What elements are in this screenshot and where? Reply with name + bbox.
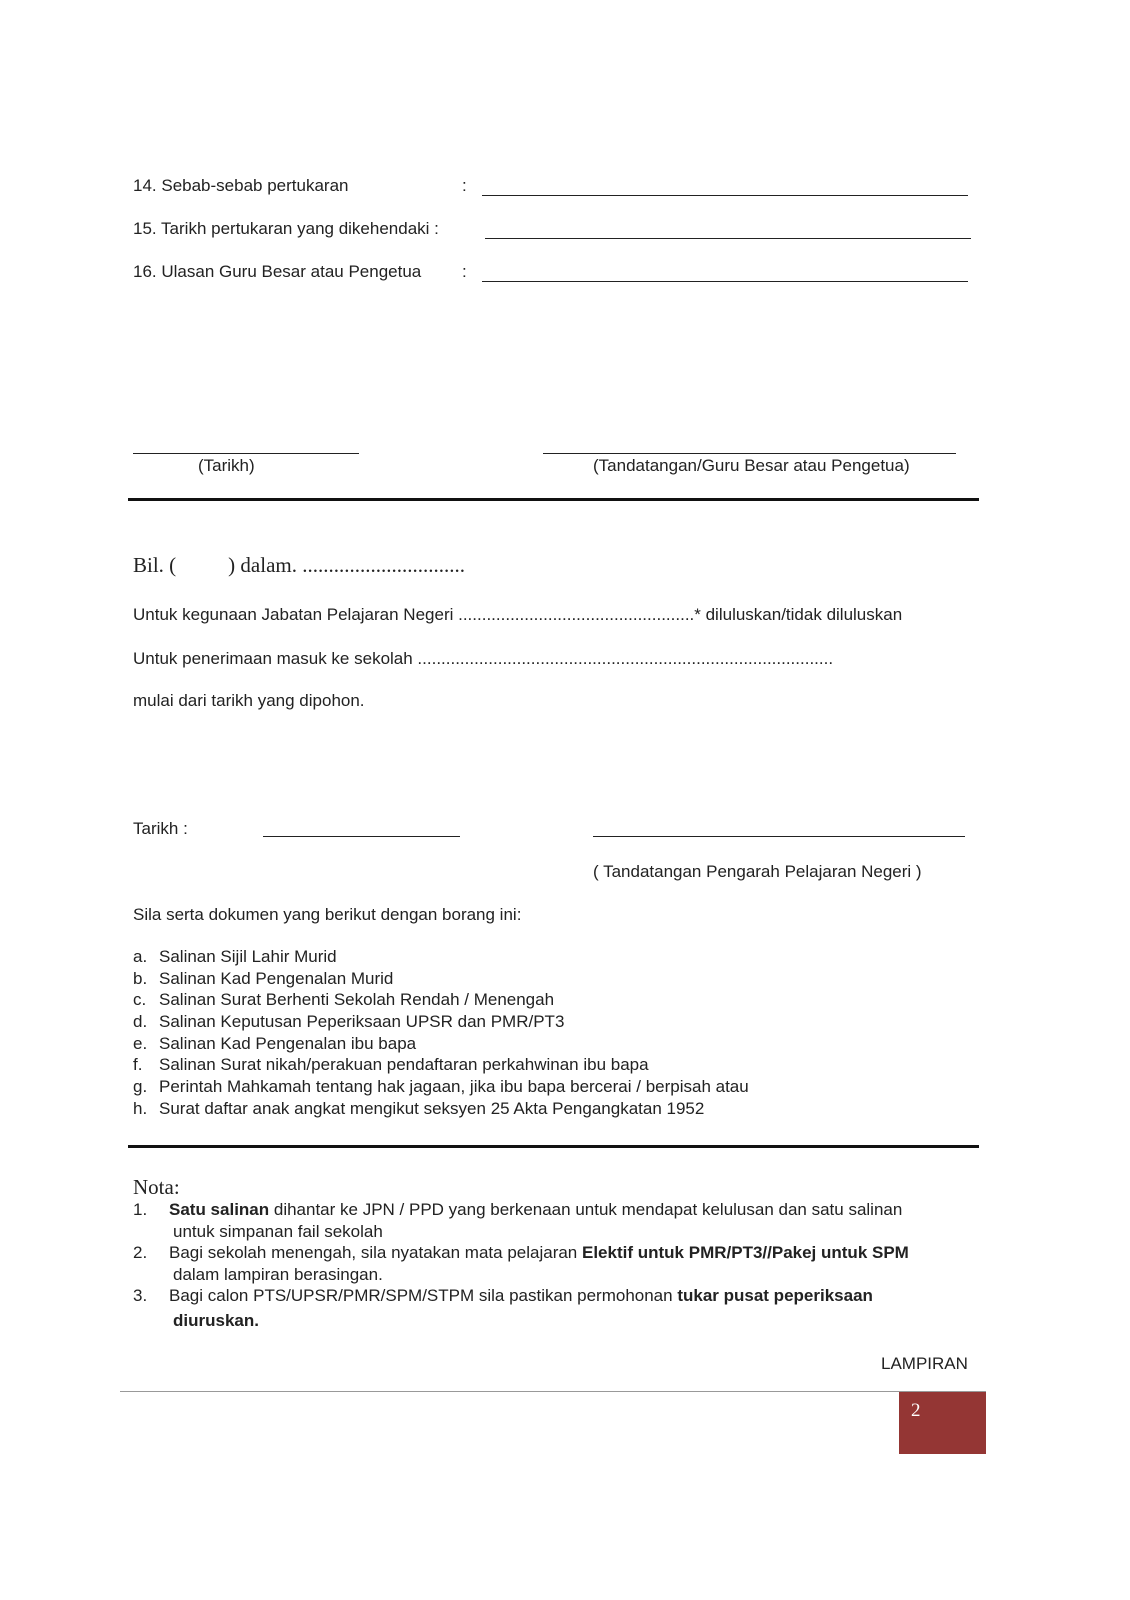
list-item: [133, 989, 833, 1011]
list-item: [133, 1033, 833, 1055]
director-signature-line[interactable]: [593, 836, 965, 837]
date-caption: (Tarikh): [198, 456, 255, 475]
page-number-box: [899, 1392, 986, 1454]
note-3-continuation: diuruskan.: [173, 1310, 259, 1330]
documents-intro: Sila serta dokumen yang berikut dengan borang ini:: [133, 905, 522, 924]
school-admission-line: Untuk penerimaan masuk ke sekolah ........................................................................................: [133, 649, 834, 668]
item-text: Salinan Kad Pengenalan ibu bapa: [159, 1033, 417, 1053]
reference-prefix: Bil. (: [133, 553, 177, 577]
list-item: [133, 1098, 833, 1120]
item-marker: b.: [133, 968, 148, 988]
effective-date-line: mulai dari tarikh yang dipohon.: [133, 691, 365, 710]
note-number: 3.: [133, 1286, 148, 1305]
note-2-continuation: dalam lampiran berasingan.: [173, 1264, 383, 1284]
note-1-text: dihantar ke JPN / PPD yang berkenaan untuk mendapat kelulusan dan satu salinan: [269, 1200, 903, 1219]
note-2: [133, 1242, 993, 1285]
note-3: [133, 1285, 993, 1331]
page-number: 2: [911, 1400, 921, 1421]
note-number: 1.: [133, 1200, 148, 1219]
section-divider-1: [128, 498, 979, 501]
item-text: Salinan Kad Pengenalan Murid: [159, 968, 394, 988]
note-1-bold: Satu salinan: [169, 1200, 270, 1219]
item-marker: a.: [133, 947, 148, 966]
section-divider-2: [128, 1145, 979, 1148]
field-15-input-line[interactable]: [485, 238, 971, 239]
item-marker: d.: [133, 1012, 148, 1032]
note-3-bold: tukar pusat peperiksaan: [677, 1286, 873, 1305]
item-text: Salinan Keputusan Peperiksaan UPSR dan PMR/PT3: [159, 1012, 565, 1032]
documents-list: [133, 946, 833, 1120]
item-marker: e.: [133, 1033, 148, 1053]
principal-signature-line[interactable]: [543, 453, 956, 454]
item-text: Salinan Surat Berhenti Sekolah Rendah / Menengah: [159, 990, 555, 1010]
date-label: Tarikh :: [133, 819, 188, 838]
item-text: Surat daftar anak angkat mengikut seksyen 25 Akta Pengangkatan 1952: [159, 1098, 705, 1118]
note-1: [133, 1199, 993, 1242]
list-item: [133, 1011, 833, 1033]
list-item: [133, 968, 833, 990]
list-item: [133, 1076, 833, 1098]
director-signature-caption: ( Tandatangan Pengarah Pelajaran Negeri ): [593, 862, 922, 881]
notes-list: [133, 1199, 993, 1331]
note-1-continuation: untuk simpanan fail sekolah: [173, 1221, 383, 1241]
note-2-text: Bagi sekolah menengah, sila nyatakan mata pelajaran: [169, 1243, 582, 1262]
field-14-input-line[interactable]: [482, 195, 968, 196]
item-marker: g.: [133, 1077, 148, 1097]
note-number: 2.: [133, 1243, 148, 1262]
reference-number: [133, 553, 465, 577]
item-marker: h.: [133, 1098, 148, 1118]
field-16-input-line[interactable]: [482, 281, 968, 282]
lampiran-label: LAMPIRAN: [881, 1354, 968, 1373]
footer-rule: [120, 1391, 986, 1392]
field-14-colon: :: [462, 176, 467, 195]
jpn-approval-line: Untuk kegunaan Jabatan Pelajaran Negeri ..................................................* diluluskan/tidak diluluskan: [133, 605, 903, 624]
note-3-text: Bagi calon PTS/UPSR/PMR/SPM/STPM sila pastikan permohonan: [169, 1286, 678, 1305]
item-marker: c.: [133, 990, 147, 1010]
reference-suffix: ) dalam. ...............................: [228, 553, 465, 577]
item-marker: f.: [133, 1055, 143, 1075]
item-text: Salinan Sijil Lahir Murid: [159, 947, 337, 966]
item-text: Salinan Surat nikah/perakuan pendaftaran perkahwinan ibu bapa: [159, 1055, 649, 1075]
notes-heading: Nota:: [133, 1175, 180, 1199]
field-16-colon: :: [462, 262, 467, 281]
director-date-line[interactable]: [263, 836, 460, 837]
field-15-label: 15. Tarikh pertukaran yang dikehendaki :: [133, 219, 439, 238]
note-2-bold: Elektif untuk PMR/PT3//Pakej untuk SPM: [582, 1243, 909, 1262]
list-item: [133, 946, 833, 968]
field-16-label: 16. Ulasan Guru Besar atau Pengetua: [133, 262, 422, 281]
date-signature-line[interactable]: [133, 453, 359, 454]
item-text: Perintah Mahkamah tentang hak jagaan, jika ibu bapa bercerai / berpisah atau: [159, 1077, 749, 1097]
list-item: [133, 1054, 833, 1076]
field-14-label: 14. Sebab-sebab pertukaran: [133, 176, 349, 195]
principal-signature-caption: (Tandatangan/Guru Besar atau Pengetua): [593, 456, 910, 475]
